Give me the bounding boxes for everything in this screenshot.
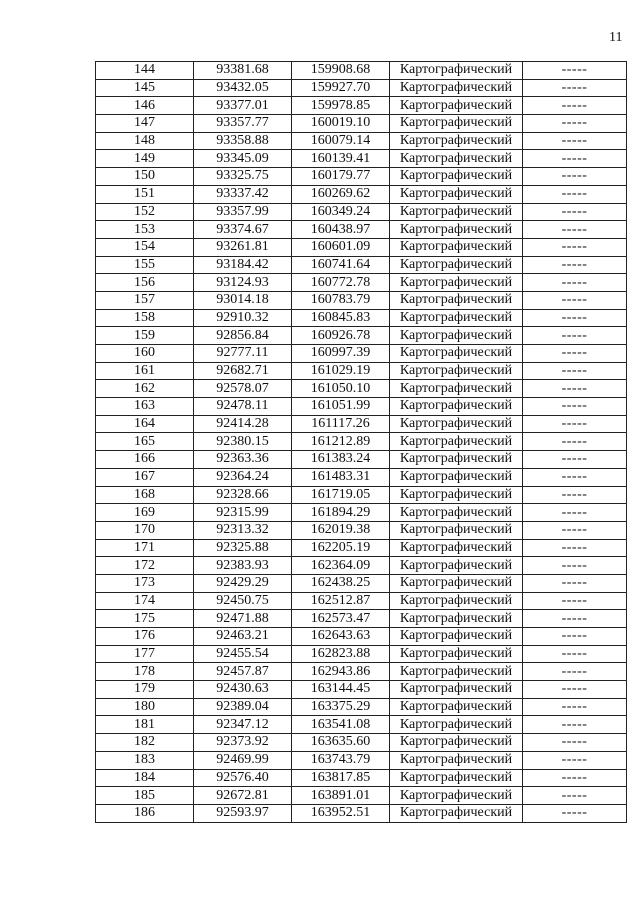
point-number-cell: 168	[96, 486, 194, 504]
x-coordinate-cell: 92313.32	[194, 521, 292, 539]
point-number-cell: 175	[96, 610, 194, 628]
table-row	[96, 804, 627, 822]
accuracy-cell: -----	[523, 663, 627, 681]
method-cell: Картографический	[390, 380, 523, 398]
method-cell: Картографический	[390, 663, 523, 681]
accuracy-cell: -----	[523, 521, 627, 539]
accuracy-cell: -----	[523, 362, 627, 380]
method-cell: Картографический	[390, 168, 523, 186]
method-cell: Картографический	[390, 539, 523, 557]
x-coordinate-cell: 92430.63	[194, 681, 292, 699]
x-coordinate-cell: 92469.99	[194, 751, 292, 769]
x-coordinate-cell: 93124.93	[194, 274, 292, 292]
method-cell: Картографический	[390, 238, 523, 256]
method-cell: Картографический	[390, 433, 523, 451]
table-row	[96, 380, 627, 398]
method-cell: Картографический	[390, 769, 523, 787]
accuracy-cell: -----	[523, 539, 627, 557]
method-cell: Картографический	[390, 398, 523, 416]
y-coordinate-cell: 160438.97	[292, 221, 390, 239]
method-cell: Картографический	[390, 628, 523, 646]
accuracy-cell: -----	[523, 734, 627, 752]
point-number-cell: 174	[96, 592, 194, 610]
y-coordinate-cell: 160079.14	[292, 132, 390, 150]
table-row	[96, 345, 627, 363]
method-cell: Картографический	[390, 362, 523, 380]
x-coordinate-cell: 93345.09	[194, 150, 292, 168]
page-number: 11	[609, 30, 623, 45]
method-cell: Картографический	[390, 345, 523, 363]
y-coordinate-cell: 161050.10	[292, 380, 390, 398]
x-coordinate-cell: 93381.68	[194, 62, 292, 80]
method-cell: Картографический	[390, 309, 523, 327]
accuracy-cell: -----	[523, 451, 627, 469]
method-cell: Картографический	[390, 557, 523, 575]
y-coordinate-cell: 160926.78	[292, 327, 390, 345]
accuracy-cell: -----	[523, 97, 627, 115]
point-number-cell: 176	[96, 628, 194, 646]
method-cell: Картографический	[390, 734, 523, 752]
method-cell: Картографический	[390, 62, 523, 80]
accuracy-cell: -----	[523, 610, 627, 628]
point-number-cell: 165	[96, 433, 194, 451]
method-cell: Картографический	[390, 504, 523, 522]
table-row	[96, 557, 627, 575]
accuracy-cell: -----	[523, 62, 627, 80]
table-row	[96, 698, 627, 716]
coordinates-table-body	[96, 62, 627, 823]
x-coordinate-cell: 92315.99	[194, 504, 292, 522]
x-coordinate-cell: 93261.81	[194, 238, 292, 256]
point-number-cell: 163	[96, 398, 194, 416]
table-row	[96, 751, 627, 769]
point-number-cell: 170	[96, 521, 194, 539]
x-coordinate-cell: 92450.75	[194, 592, 292, 610]
x-coordinate-cell: 92455.54	[194, 645, 292, 663]
accuracy-cell: -----	[523, 574, 627, 592]
point-number-cell: 160	[96, 345, 194, 363]
accuracy-cell: -----	[523, 115, 627, 133]
accuracy-cell: -----	[523, 433, 627, 451]
table-row	[96, 787, 627, 805]
x-coordinate-cell: 93357.77	[194, 115, 292, 133]
y-coordinate-cell: 160741.64	[292, 256, 390, 274]
y-coordinate-cell: 163375.29	[292, 698, 390, 716]
accuracy-cell: -----	[523, 274, 627, 292]
y-coordinate-cell: 159927.70	[292, 79, 390, 97]
table-row	[96, 291, 627, 309]
point-number-cell: 182	[96, 734, 194, 752]
table-row	[96, 221, 627, 239]
y-coordinate-cell: 160019.10	[292, 115, 390, 133]
method-cell: Картографический	[390, 592, 523, 610]
point-number-cell: 186	[96, 804, 194, 822]
point-number-cell: 177	[96, 645, 194, 663]
y-coordinate-cell: 160772.78	[292, 274, 390, 292]
accuracy-cell: -----	[523, 681, 627, 699]
point-number-cell: 151	[96, 185, 194, 203]
y-coordinate-cell: 163817.85	[292, 769, 390, 787]
point-number-cell: 183	[96, 751, 194, 769]
method-cell: Картографический	[390, 203, 523, 221]
table-row	[96, 168, 627, 186]
accuracy-cell: -----	[523, 185, 627, 203]
point-number-cell: 148	[96, 132, 194, 150]
point-number-cell: 145	[96, 79, 194, 97]
point-number-cell: 149	[96, 150, 194, 168]
y-coordinate-cell: 163541.08	[292, 716, 390, 734]
table-row	[96, 433, 627, 451]
accuracy-cell: -----	[523, 468, 627, 486]
method-cell: Картографический	[390, 79, 523, 97]
method-cell: Картографический	[390, 274, 523, 292]
point-number-cell: 162	[96, 380, 194, 398]
y-coordinate-cell: 161383.24	[292, 451, 390, 469]
y-coordinate-cell: 162019.38	[292, 521, 390, 539]
y-coordinate-cell: 162438.25	[292, 574, 390, 592]
method-cell: Картографический	[390, 645, 523, 663]
x-coordinate-cell: 92363.36	[194, 451, 292, 469]
accuracy-cell: -----	[523, 628, 627, 646]
accuracy-cell: -----	[523, 150, 627, 168]
point-number-cell: 179	[96, 681, 194, 699]
y-coordinate-cell: 160601.09	[292, 238, 390, 256]
y-coordinate-cell: 161483.31	[292, 468, 390, 486]
accuracy-cell: -----	[523, 203, 627, 221]
point-number-cell: 173	[96, 574, 194, 592]
table-row	[96, 362, 627, 380]
y-coordinate-cell: 162823.88	[292, 645, 390, 663]
table-row	[96, 115, 627, 133]
table-row	[96, 256, 627, 274]
accuracy-cell: -----	[523, 787, 627, 805]
method-cell: Картографический	[390, 716, 523, 734]
accuracy-cell: -----	[523, 132, 627, 150]
x-coordinate-cell: 92414.28	[194, 415, 292, 433]
accuracy-cell: -----	[523, 345, 627, 363]
x-coordinate-cell: 92672.81	[194, 787, 292, 805]
method-cell: Картографический	[390, 327, 523, 345]
method-cell: Картографический	[390, 681, 523, 699]
table-row	[96, 62, 627, 80]
y-coordinate-cell: 162364.09	[292, 557, 390, 575]
accuracy-cell: -----	[523, 238, 627, 256]
point-number-cell: 158	[96, 309, 194, 327]
method-cell: Картографический	[390, 291, 523, 309]
point-number-cell: 172	[96, 557, 194, 575]
x-coordinate-cell: 92576.40	[194, 769, 292, 787]
point-number-cell: 146	[96, 97, 194, 115]
table-row	[96, 716, 627, 734]
table-row	[96, 150, 627, 168]
table-row	[96, 97, 627, 115]
table-row	[96, 734, 627, 752]
y-coordinate-cell: 162512.87	[292, 592, 390, 610]
table-row	[96, 681, 627, 699]
table-row	[96, 415, 627, 433]
y-coordinate-cell: 162943.86	[292, 663, 390, 681]
table-row	[96, 238, 627, 256]
method-cell: Картографический	[390, 574, 523, 592]
y-coordinate-cell: 161894.29	[292, 504, 390, 522]
table-row	[96, 203, 627, 221]
x-coordinate-cell: 92364.24	[194, 468, 292, 486]
y-coordinate-cell: 163635.60	[292, 734, 390, 752]
point-number-cell: 152	[96, 203, 194, 221]
method-cell: Картографический	[390, 185, 523, 203]
table-row	[96, 628, 627, 646]
accuracy-cell: -----	[523, 804, 627, 822]
table-row	[96, 274, 627, 292]
x-coordinate-cell: 92429.29	[194, 574, 292, 592]
table-row	[96, 769, 627, 787]
x-coordinate-cell: 92910.32	[194, 309, 292, 327]
method-cell: Картографический	[390, 486, 523, 504]
point-number-cell: 169	[96, 504, 194, 522]
point-number-cell: 184	[96, 769, 194, 787]
table-row	[96, 663, 627, 681]
accuracy-cell: -----	[523, 486, 627, 504]
point-number-cell: 178	[96, 663, 194, 681]
x-coordinate-cell: 93014.18	[194, 291, 292, 309]
x-coordinate-cell: 92457.87	[194, 663, 292, 681]
method-cell: Картографический	[390, 468, 523, 486]
point-number-cell: 155	[96, 256, 194, 274]
x-coordinate-cell: 93325.75	[194, 168, 292, 186]
table-row	[96, 645, 627, 663]
y-coordinate-cell: 162643.63	[292, 628, 390, 646]
method-cell: Картографический	[390, 256, 523, 274]
method-cell: Картографический	[390, 221, 523, 239]
x-coordinate-cell: 92383.93	[194, 557, 292, 575]
x-coordinate-cell: 92682.71	[194, 362, 292, 380]
y-coordinate-cell: 160179.77	[292, 168, 390, 186]
y-coordinate-cell: 160783.79	[292, 291, 390, 309]
accuracy-cell: -----	[523, 327, 627, 345]
x-coordinate-cell: 92593.97	[194, 804, 292, 822]
y-coordinate-cell: 160349.24	[292, 203, 390, 221]
accuracy-cell: -----	[523, 380, 627, 398]
y-coordinate-cell: 159978.85	[292, 97, 390, 115]
accuracy-cell: -----	[523, 716, 627, 734]
table-row	[96, 592, 627, 610]
accuracy-cell: -----	[523, 291, 627, 309]
method-cell: Картографический	[390, 415, 523, 433]
accuracy-cell: -----	[523, 645, 627, 663]
x-coordinate-cell: 92777.11	[194, 345, 292, 363]
method-cell: Картографический	[390, 610, 523, 628]
accuracy-cell: -----	[523, 398, 627, 416]
method-cell: Картографический	[390, 451, 523, 469]
x-coordinate-cell: 92347.12	[194, 716, 292, 734]
accuracy-cell: -----	[523, 769, 627, 787]
x-coordinate-cell: 93374.67	[194, 221, 292, 239]
point-number-cell: 154	[96, 238, 194, 256]
accuracy-cell: -----	[523, 415, 627, 433]
y-coordinate-cell: 161051.99	[292, 398, 390, 416]
y-coordinate-cell: 160997.39	[292, 345, 390, 363]
table-row	[96, 486, 627, 504]
accuracy-cell: -----	[523, 557, 627, 575]
x-coordinate-cell: 92389.04	[194, 698, 292, 716]
x-coordinate-cell: 92380.15	[194, 433, 292, 451]
table-row	[96, 451, 627, 469]
point-number-cell: 171	[96, 539, 194, 557]
x-coordinate-cell: 92373.92	[194, 734, 292, 752]
x-coordinate-cell: 93357.99	[194, 203, 292, 221]
method-cell: Картографический	[390, 787, 523, 805]
table-row	[96, 398, 627, 416]
accuracy-cell: -----	[523, 168, 627, 186]
table-row	[96, 132, 627, 150]
x-coordinate-cell: 93358.88	[194, 132, 292, 150]
table-row	[96, 610, 627, 628]
table-row	[96, 504, 627, 522]
accuracy-cell: -----	[523, 309, 627, 327]
point-number-cell: 144	[96, 62, 194, 80]
x-coordinate-cell: 93184.42	[194, 256, 292, 274]
y-coordinate-cell: 160845.83	[292, 309, 390, 327]
method-cell: Картографический	[390, 698, 523, 716]
point-number-cell: 153	[96, 221, 194, 239]
table-row	[96, 468, 627, 486]
x-coordinate-cell: 92463.21	[194, 628, 292, 646]
x-coordinate-cell: 92328.66	[194, 486, 292, 504]
y-coordinate-cell: 161719.05	[292, 486, 390, 504]
x-coordinate-cell: 92856.84	[194, 327, 292, 345]
y-coordinate-cell: 163144.45	[292, 681, 390, 699]
point-number-cell: 161	[96, 362, 194, 380]
point-number-cell: 166	[96, 451, 194, 469]
y-coordinate-cell: 160269.62	[292, 185, 390, 203]
point-number-cell: 156	[96, 274, 194, 292]
method-cell: Картографический	[390, 804, 523, 822]
table-row	[96, 79, 627, 97]
point-number-cell: 164	[96, 415, 194, 433]
table-row	[96, 539, 627, 557]
x-coordinate-cell: 93432.05	[194, 79, 292, 97]
table-row	[96, 185, 627, 203]
point-number-cell: 185	[96, 787, 194, 805]
y-coordinate-cell: 163952.51	[292, 804, 390, 822]
method-cell: Картографический	[390, 751, 523, 769]
accuracy-cell: -----	[523, 592, 627, 610]
point-number-cell: 147	[96, 115, 194, 133]
x-coordinate-cell: 92478.11	[194, 398, 292, 416]
y-coordinate-cell: 160139.41	[292, 150, 390, 168]
accuracy-cell: -----	[523, 221, 627, 239]
y-coordinate-cell: 161212.89	[292, 433, 390, 451]
coordinates-table	[95, 61, 627, 823]
table-row	[96, 309, 627, 327]
x-coordinate-cell: 93377.01	[194, 97, 292, 115]
y-coordinate-cell: 162573.47	[292, 610, 390, 628]
y-coordinate-cell: 161029.19	[292, 362, 390, 380]
accuracy-cell: -----	[523, 504, 627, 522]
table-row	[96, 521, 627, 539]
accuracy-cell: -----	[523, 751, 627, 769]
method-cell: Картографический	[390, 521, 523, 539]
method-cell: Картографический	[390, 97, 523, 115]
point-number-cell: 180	[96, 698, 194, 716]
y-coordinate-cell: 163891.01	[292, 787, 390, 805]
table-row	[96, 327, 627, 345]
table-row	[96, 574, 627, 592]
point-number-cell: 150	[96, 168, 194, 186]
x-coordinate-cell: 92325.88	[194, 539, 292, 557]
y-coordinate-cell: 162205.19	[292, 539, 390, 557]
method-cell: Картографический	[390, 132, 523, 150]
accuracy-cell: -----	[523, 256, 627, 274]
y-coordinate-cell: 161117.26	[292, 415, 390, 433]
method-cell: Картографический	[390, 115, 523, 133]
y-coordinate-cell: 163743.79	[292, 751, 390, 769]
point-number-cell: 167	[96, 468, 194, 486]
x-coordinate-cell: 93337.42	[194, 185, 292, 203]
point-number-cell: 159	[96, 327, 194, 345]
accuracy-cell: -----	[523, 79, 627, 97]
point-number-cell: 181	[96, 716, 194, 734]
point-number-cell: 157	[96, 291, 194, 309]
accuracy-cell: -----	[523, 698, 627, 716]
x-coordinate-cell: 92578.07	[194, 380, 292, 398]
y-coordinate-cell: 159908.68	[292, 62, 390, 80]
x-coordinate-cell: 92471.88	[194, 610, 292, 628]
method-cell: Картографический	[390, 150, 523, 168]
